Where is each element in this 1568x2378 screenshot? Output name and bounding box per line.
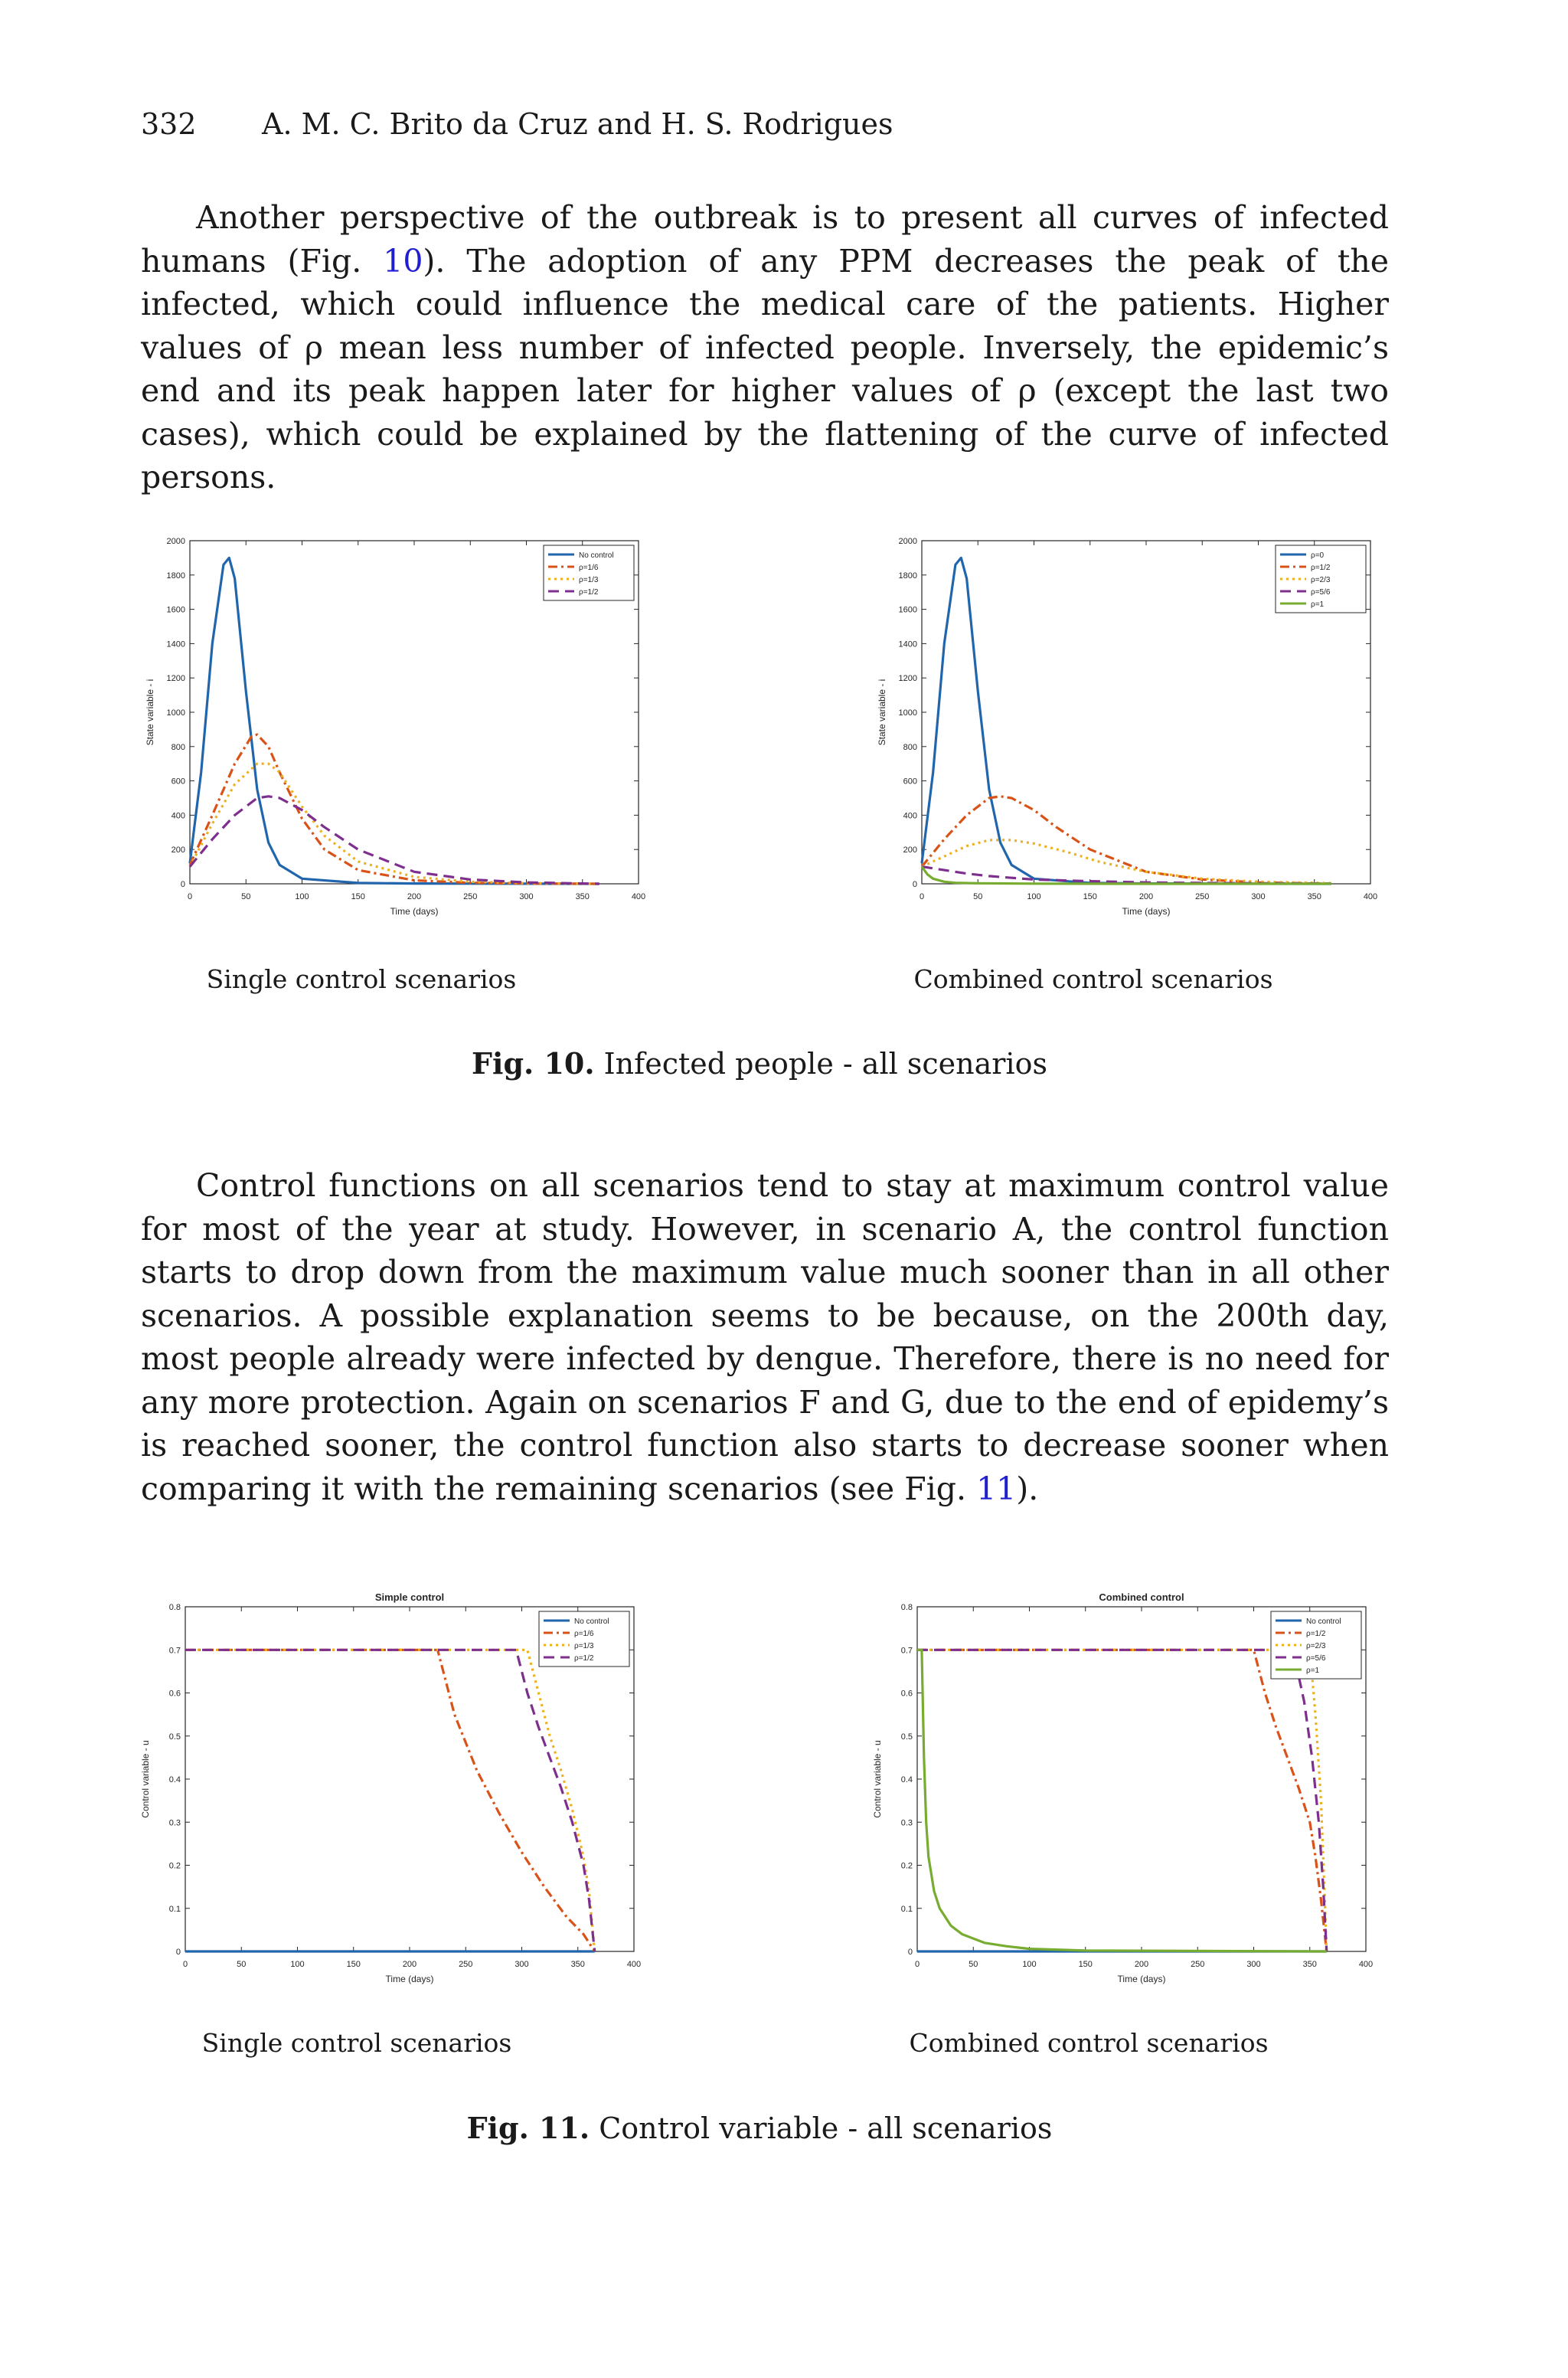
chart-fig10-single (142, 533, 648, 931)
x-axis-label: Time (days) (390, 906, 439, 917)
y-tick-label: 1400 (898, 639, 917, 649)
legend-label: No control (1306, 1617, 1341, 1626)
y-axis-label: Control variable - u (872, 1740, 883, 1818)
chart-fig10-combined (874, 533, 1380, 931)
y-tick-label: 0.1 (168, 1904, 181, 1914)
legend-label: ρ=1/2 (1311, 564, 1331, 572)
x-tick-label: 100 (1027, 892, 1041, 901)
subcaption-fig11-right: Combined control scenarios (909, 2028, 1269, 2058)
y-axis-label: State variable - i (145, 679, 155, 746)
x-tick-label: 350 (570, 1960, 585, 1969)
y-tick-label: 600 (903, 777, 917, 787)
y-tick-label: 1000 (166, 708, 185, 718)
x-tick-label: 350 (1302, 1960, 1317, 1969)
x-tick-label: 250 (459, 1960, 473, 1969)
chart-title: Combined control (1099, 1591, 1184, 1603)
figure-caption-text: Infected people - all scenarios (594, 1047, 1047, 1081)
y-tick-label: 0.6 (900, 1689, 913, 1699)
legend-label: ρ=1/3 (579, 576, 599, 584)
legend-label: ρ=1 (1306, 1667, 1320, 1675)
infected-single-control-plot (142, 533, 648, 931)
legend-label: No control (579, 551, 614, 560)
x-tick-label: 0 (182, 1960, 188, 1969)
y-axis-label: State variable - i (877, 679, 887, 746)
x-tick-label: 400 (1363, 892, 1378, 901)
x-tick-label: 150 (351, 892, 365, 901)
y-tick-label: 0.6 (168, 1689, 181, 1699)
y-tick-label: 200 (171, 846, 185, 855)
chart-fig11-combined (870, 1585, 1375, 1999)
x-axis-label: Time (days) (1122, 906, 1171, 917)
paragraph-text: ). The adoption of any PPM decreases the peak of the infected, which could influence the medical care of the patients. Higher values of ρ mean less number of infected people. Inversely, the epidemic’s end and its peak happen later for higher values of ρ (except the last two cases), which could be explained by the flattening of the curve of infected persons. (141, 242, 1390, 496)
x-tick-label: 350 (575, 892, 590, 901)
y-tick-label: 400 (903, 811, 917, 821)
x-tick-label: 300 (514, 1960, 529, 1969)
chart-title: Simple control (374, 1591, 445, 1603)
legend-label: ρ=1/2 (579, 588, 599, 597)
legend-label: ρ=2/3 (1311, 576, 1331, 584)
y-tick-label: 2000 (898, 537, 917, 546)
paragraph-text: Another perspective of the outbreak is to present all curves of infected humans (Fig. (141, 199, 1389, 280)
running-header (141, 107, 893, 141)
y-tick-label: 1400 (166, 639, 185, 649)
subcaption-fig11-left: Single control scenarios (201, 2028, 512, 2058)
y-tick-label: 0.8 (168, 1603, 181, 1612)
figure-label: Fig. 10. (472, 1046, 595, 1081)
control-single-plot (138, 1585, 643, 1999)
x-tick-label: 0 (914, 1960, 920, 1969)
legend-label: ρ=1/6 (579, 564, 599, 572)
y-tick-label: 400 (171, 811, 185, 821)
x-tick-label: 300 (1246, 1960, 1261, 1969)
infected-combined-control-plot (874, 533, 1380, 931)
y-tick-label: 0.3 (900, 1818, 913, 1828)
x-tick-label: 300 (519, 892, 534, 901)
control-combined-plot (870, 1585, 1375, 1999)
y-tick-label: 2000 (166, 537, 185, 546)
x-tick-label: 50 (969, 1960, 978, 1969)
y-tick-label: 0.2 (900, 1861, 913, 1871)
y-tick-label: 0.2 (168, 1861, 181, 1871)
figure-caption-fig11 (377, 2111, 1142, 2145)
figure-reference-link[interactable]: 10 (383, 242, 423, 280)
legend-label: ρ=0 (1311, 551, 1325, 560)
y-axis-label: Control variable - u (140, 1740, 151, 1818)
figure-label: Fig. 11. (466, 2111, 590, 2145)
paragraph-text: ). (1016, 1470, 1039, 1507)
x-tick-label: 0 (187, 892, 193, 901)
x-tick-label: 200 (402, 1960, 417, 1969)
x-tick-label: 250 (1191, 1960, 1205, 1969)
x-tick-label: 50 (973, 892, 983, 901)
figure-caption-fig10 (377, 1046, 1142, 1081)
y-tick-label: 800 (171, 742, 185, 752)
x-tick-label: 150 (346, 1960, 361, 1969)
x-tick-label: 150 (1078, 1960, 1093, 1969)
author-line: A. M. C. Brito da Cruz and H. S. Rodrigues (262, 107, 893, 141)
chart-fig11-single (138, 1585, 643, 1999)
legend-label: ρ=1/3 (574, 1642, 594, 1650)
x-axis-label: Time (days) (385, 1974, 434, 1984)
y-tick-label: 1600 (898, 605, 917, 615)
figure-caption-text: Control variable - all scenarios (590, 2111, 1053, 2145)
legend-label: ρ=1/2 (574, 1654, 594, 1663)
legend-label: ρ=2/3 (1306, 1642, 1326, 1650)
paragraph-text: Control functions on all scenarios tend to stay at maximum control value for most of the year at study. However, in scenario A, the control function starts to drop down from the maximum value much sooner than in all other scenarios. A possible explanation seems to be because, on the 200th day, most people already were infected by dengue. Therefore, there is no need for any more protection. Again on scenarios F and G, due to the end of epidemy’s is reached sooner, the control function also starts to decrease sooner when comparing it with the remaining scenarios (see Fig. (141, 1167, 1389, 1507)
y-tick-label: 1800 (166, 571, 185, 581)
legend-label: No control (574, 1617, 609, 1626)
y-tick-label: 0.5 (900, 1732, 913, 1742)
x-axis-label: Time (days) (1117, 1974, 1166, 1984)
subcaption-fig10-right: Combined control scenarios (913, 964, 1273, 994)
y-tick-label: 0.4 (168, 1775, 181, 1784)
y-tick-label: 0 (907, 1948, 913, 1957)
x-tick-label: 200 (1134, 1960, 1149, 1969)
y-tick-label: 0 (175, 1948, 181, 1957)
x-tick-label: 200 (407, 892, 422, 901)
y-tick-label: 1600 (166, 605, 185, 615)
x-tick-label: 50 (241, 892, 251, 901)
legend-label: ρ=5/6 (1306, 1654, 1326, 1663)
y-tick-label: 0.7 (168, 1646, 181, 1656)
subcaption-fig10-left: Single control scenarios (206, 964, 517, 994)
x-tick-label: 250 (1195, 892, 1210, 901)
x-tick-label: 250 (463, 892, 478, 901)
y-tick-label: 0 (912, 880, 917, 889)
y-tick-label: 200 (903, 846, 917, 855)
x-tick-label: 100 (290, 1960, 305, 1969)
paragraph-control-functions (141, 1164, 1389, 1510)
y-tick-label: 0.1 (900, 1904, 913, 1914)
x-tick-label: 100 (1022, 1960, 1037, 1969)
y-tick-label: 0.8 (900, 1603, 913, 1612)
y-tick-label: 800 (903, 742, 917, 752)
y-tick-label: 0.4 (900, 1775, 913, 1784)
y-tick-label: 0.5 (168, 1732, 181, 1742)
x-tick-label: 400 (1358, 1960, 1374, 1969)
figure-reference-link[interactable]: 11 (976, 1470, 1017, 1507)
x-tick-label: 350 (1307, 892, 1321, 901)
y-tick-label: 0.3 (168, 1818, 181, 1828)
legend-label: ρ=5/6 (1311, 588, 1331, 597)
paragraph-infected-curves (141, 196, 1389, 499)
legend-label: ρ=1/2 (1306, 1630, 1326, 1638)
y-tick-label: 1800 (898, 571, 917, 581)
x-tick-label: 200 (1138, 892, 1154, 901)
x-tick-label: 50 (237, 1960, 247, 1969)
x-tick-label: 150 (1083, 892, 1097, 901)
y-tick-label: 0 (180, 880, 185, 889)
y-tick-label: 1000 (898, 708, 917, 718)
page-number: 332 (141, 107, 197, 141)
x-tick-label: 100 (295, 892, 309, 901)
x-tick-label: 0 (919, 892, 925, 901)
y-tick-label: 1200 (898, 674, 917, 684)
y-tick-label: 1200 (166, 674, 185, 684)
y-tick-label: 0.7 (900, 1646, 913, 1656)
y-tick-label: 600 (171, 777, 185, 787)
legend-label: ρ=1 (1311, 600, 1325, 609)
x-tick-label: 300 (1251, 892, 1266, 901)
x-tick-label: 400 (631, 892, 646, 901)
x-tick-label: 400 (626, 1960, 642, 1969)
legend-label: ρ=1/6 (574, 1630, 594, 1638)
